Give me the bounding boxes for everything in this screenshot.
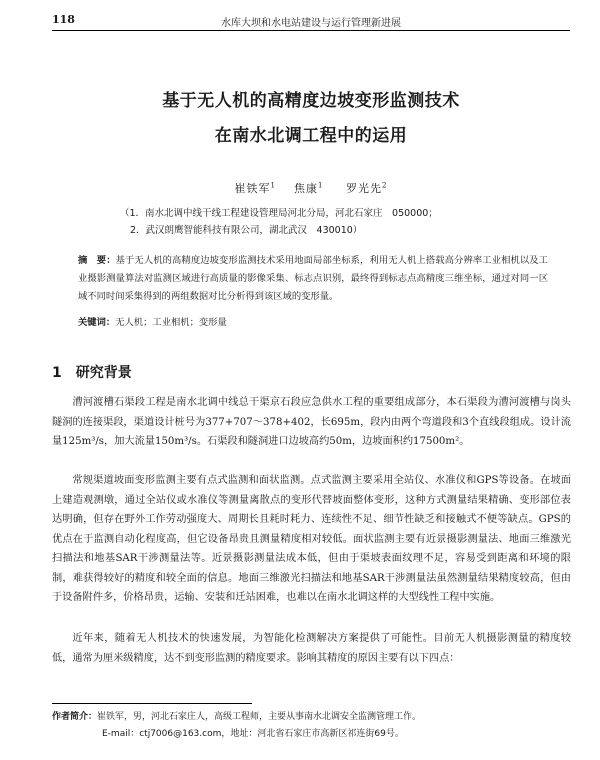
abstract [78, 252, 548, 306]
section-number: 1 [52, 365, 62, 381]
footnote-contact: E-mail：ctj7006@163.com，地址：河北省石家庄市高新区祁连街69号。 [102, 729, 404, 739]
author-affiliation-mark: 1 [270, 181, 277, 190]
section-title: 研究背景 [75, 365, 132, 381]
page-number: 118 [52, 13, 75, 26]
keywords [78, 314, 227, 328]
paper-title-line-1: 基于无人机的高精度边坡变形监测技术 [162, 91, 460, 111]
author-footnote [52, 709, 572, 743]
section-heading [52, 362, 132, 382]
author-affiliation-mark: 2 [381, 181, 388, 190]
footnote-label: 作者简介： [52, 712, 98, 722]
body-paragraph-3 [52, 629, 571, 668]
author-name: 焦康 [294, 182, 319, 195]
author-name: 罗光先 [345, 182, 382, 195]
paragraph-text: 漕河渡槽石渠段工程是南水北调中线总干渠京石段应急供水工程的重要组成部分，本石渠段为漕河渡槽与岗头隧洞的连接渠段，渠道设计桩号为377+707～378+402，长695m，段内由两个弯道段和3个直线段组成。设计流量125m³/s，加大流量150m³/s。石渠段和隧洞进口边坡高约50m，边坡面积约17500m²。 [52, 397, 571, 447]
keywords-text: 无人机；工业相机；变形量 [115, 317, 227, 328]
paragraph-text: 近年来，随着无人机技术的快速发展，为智能化检测解决方案提供了可能性。目前无人机摄影测量的精度较低，通常为厘米级精度，达不到变形监测的精度要求。影响其精度的原因主要有以下四点： [52, 633, 571, 664]
body-paragraph-1 [52, 393, 571, 452]
author-name: 崔铁军 [234, 182, 271, 195]
author-affiliation-mark: 1 [318, 181, 324, 190]
keywords-label: 关键词： [78, 317, 116, 328]
author-list [52, 180, 570, 196]
footnote-rule [52, 703, 252, 704]
running-header [52, 10, 570, 30]
header-rule [52, 30, 570, 31]
abstract-label: 摘 要： [78, 255, 116, 266]
body-paragraph-2 [52, 471, 571, 608]
journal-title: 水库大坝和水电站建设与运行管理新进展 [221, 18, 401, 29]
affiliation-line-2: 2．武汉朗鹰智能科技有限公司，湖北武汉 430010） [130, 225, 363, 236]
paragraph-text: 常规渠道坡面变形监测主要有点式监测和面状监测。点式监测主要采用全站仪、水准仪和GPS等设备。在坡面上建造观测墩，通过全站仪或水准仪等测量离散点的变形代替坡面整体变形，这种方式测量结果精确、变形部位表达明确，但存在野外工作劳动强度大、周期长且耗时耗力、连续性不足、细节性缺乏和接触式不便等缺点。GPS的优点在于监测自动化程度高，但它设备昂贵且测量精度相对较低。面状监测主要有近景摄影测量法、地面三维激光扫描法和地基SAR干涉测量法等。近景摄影测量法成本低，但由于渠坡表面纹理不足，容易受到距离和环境的限制，难获得较好的精度和较全面的信息。地面三维激光扫描法和地基SAR干涉测量法虽然测量结果精度较高，但由于设备附件多，价格昂贵，运输、安装和迁站困难，也难以在南水北调这样的大型线性工程中实施。 [52, 475, 571, 603]
footnote-text: 崔铁军，男，河北石家庄人，高级工程师，主要从事南水北调安全监测管理工作。 [97, 712, 422, 722]
affiliation-line-1: （1．南水北调中线干线工程建设管理局河北分局，河北石家庄 050000； [120, 208, 438, 219]
paper-title-line-2: 在南水北调工程中的运用 [214, 126, 408, 146]
abstract-text: 基于无人机的高精度边坡变形监测技术采用地面局部坐标系，利用无人机上搭载高分辨率工业相机以及工业摄影测量算法对监测区域进行高质量的影像采集、标志点识别，最终得到标志点高精度三维坐标，通过对同一区域不同时间采集得到的两组数据对比分析得到该区域的变形量。 [78, 255, 548, 302]
